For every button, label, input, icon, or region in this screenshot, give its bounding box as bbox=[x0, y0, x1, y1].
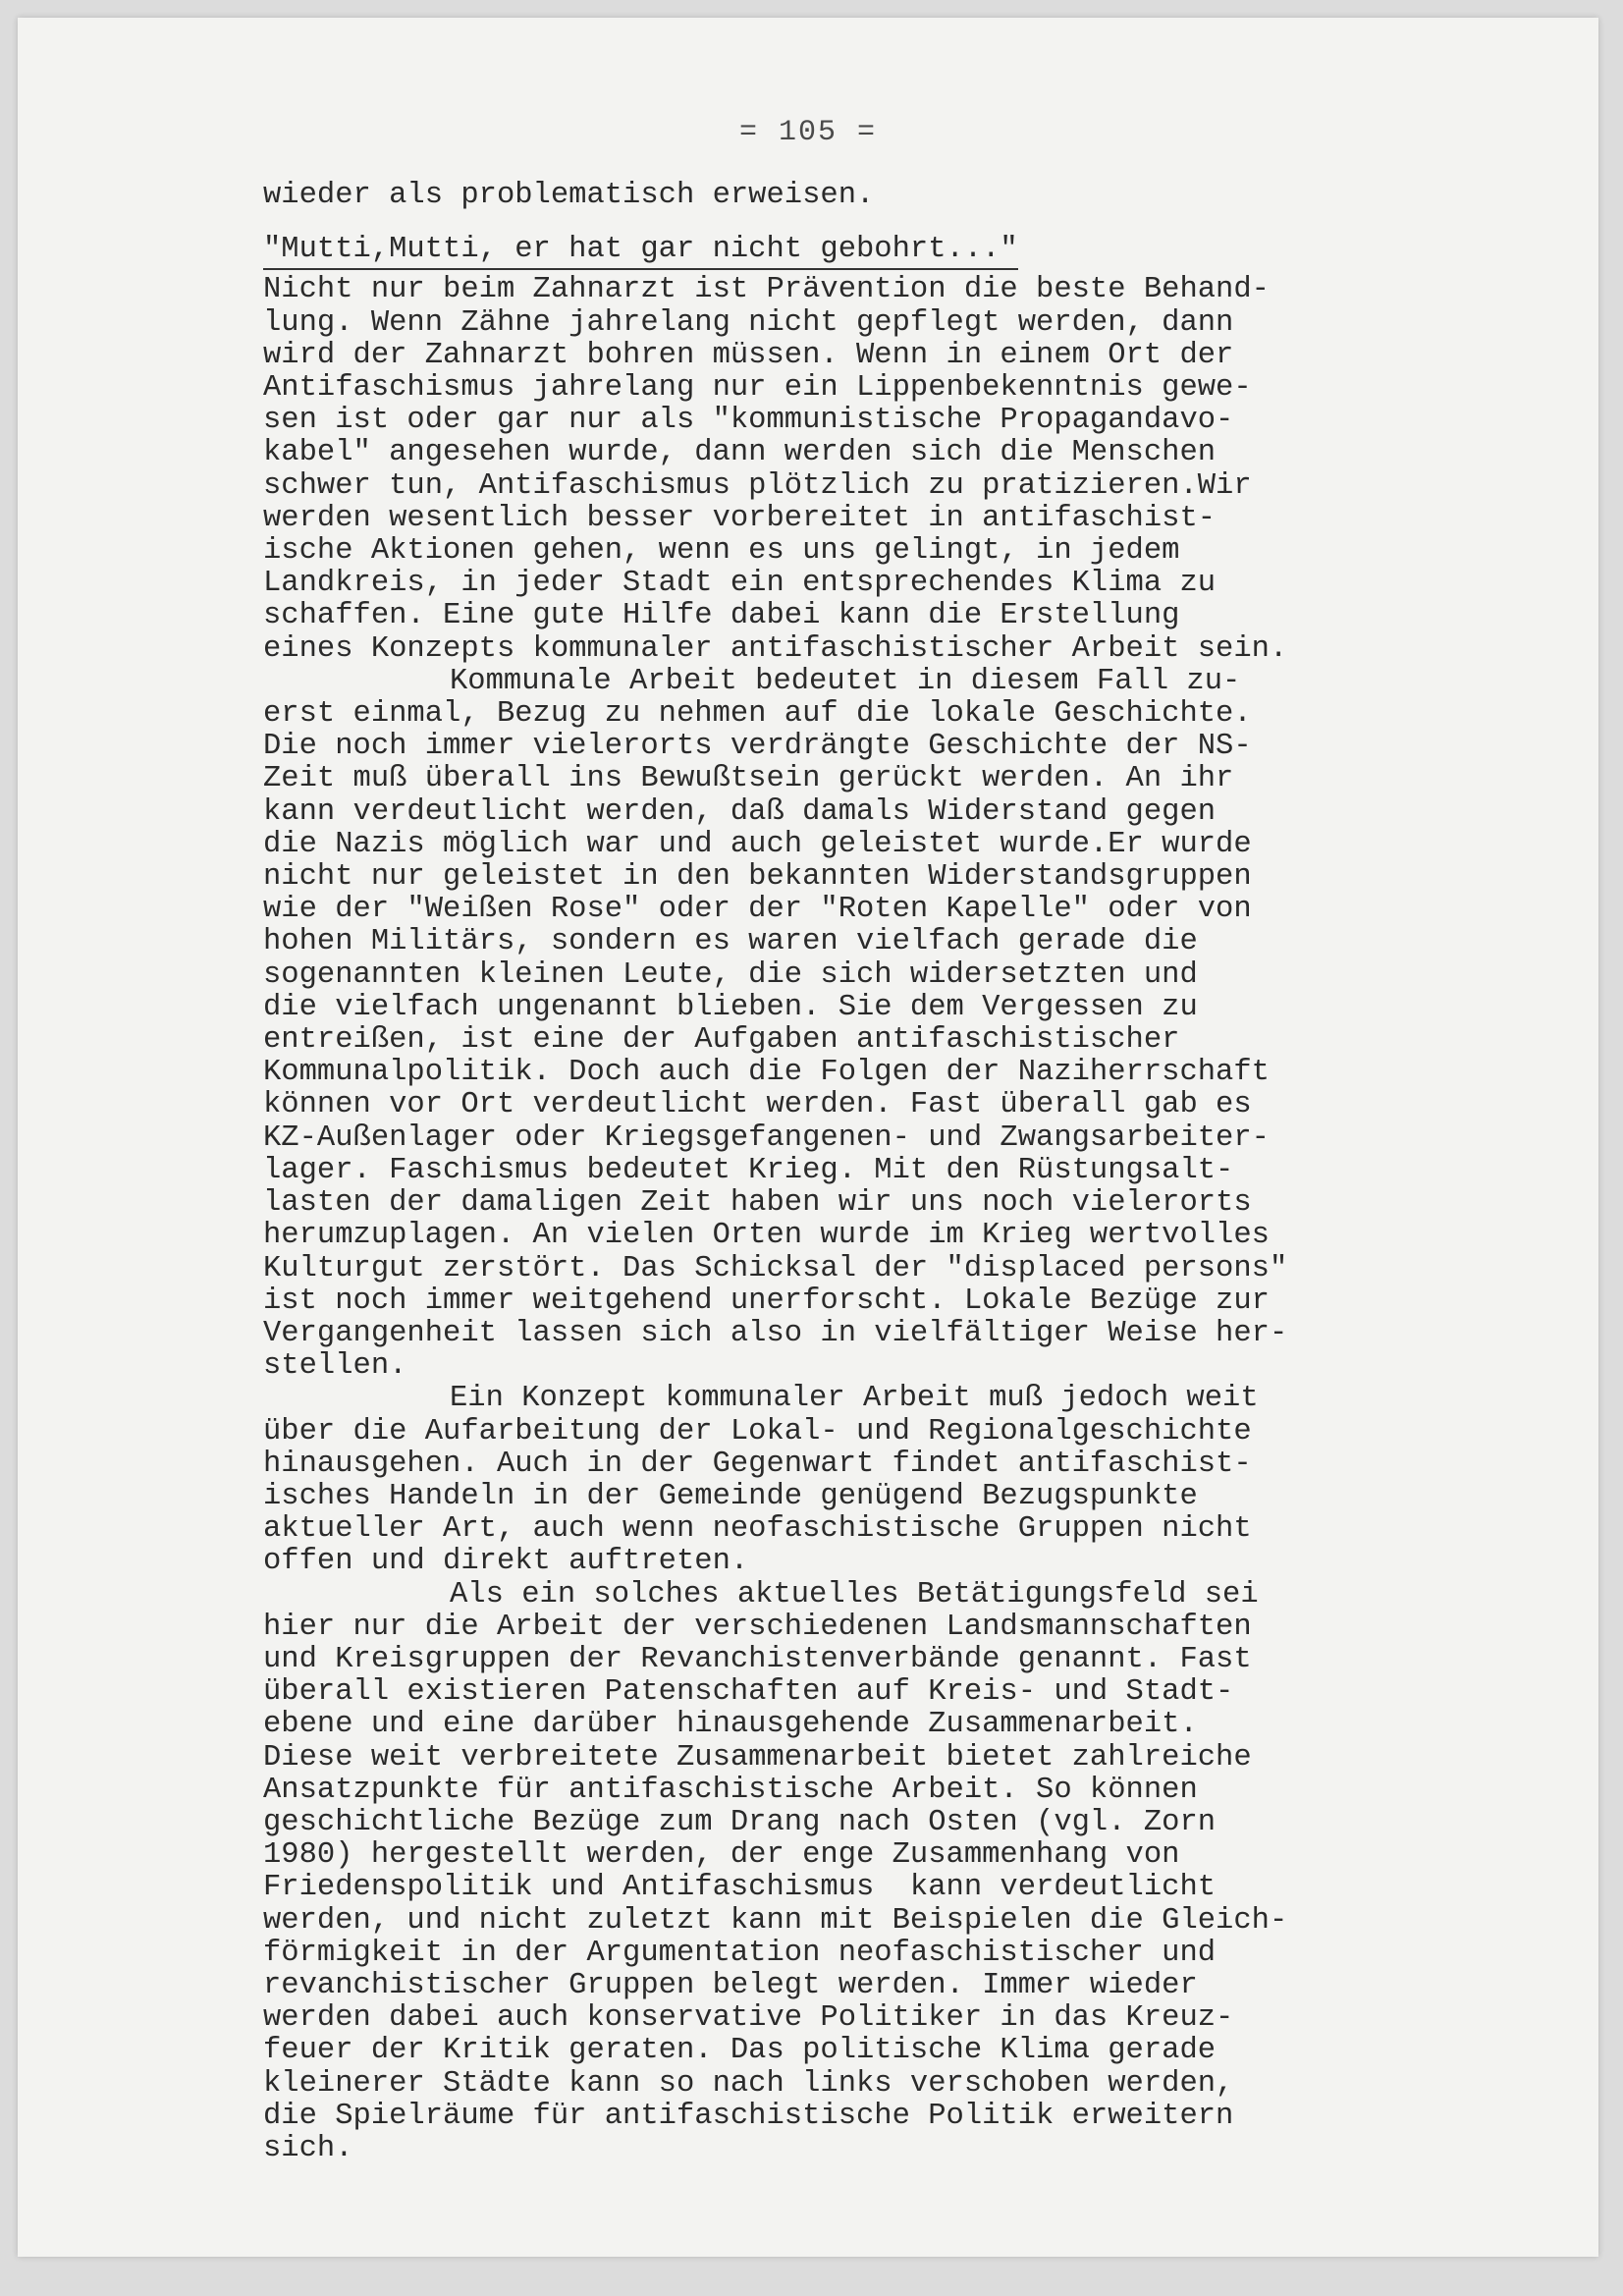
paragraph-4 bbox=[263, 1579, 1422, 2166]
text-line: offen und direkt auftreten. bbox=[263, 1545, 749, 1579]
text-line: Friedenspolitik und Antifaschismus kann verdeutlicht bbox=[263, 1871, 1217, 1905]
text-line: entreißen, ist eine der Aufgaben antifaschistischer bbox=[263, 1023, 1180, 1058]
text-line: KZ-Außenlager oder Kriegsgefangenen- und Zwangsarbeiter- bbox=[263, 1121, 1270, 1155]
text-line: hohen Militärs, sondern es waren vielfach gerade die bbox=[263, 925, 1198, 959]
text-line: wieder als problematisch erweisen. bbox=[263, 179, 875, 212]
text-line: Zeit muß überall ins Bewußtsein gerückt werden. An ihr bbox=[263, 762, 1234, 796]
text-line: geschichtliche Bezüge zum Drang nach Osten (vgl. Zorn bbox=[263, 1805, 1217, 1839]
text-line: kann verdeutlicht werden, daß damals Widerstand gegen bbox=[263, 794, 1217, 829]
text-line: die vielfach ungenannt blieben. Sie dem Vergessen zu bbox=[263, 990, 1198, 1024]
text-line: Als ein solches aktuelles Betätigungsfeld sei bbox=[450, 1577, 1259, 1612]
text-line: Ansatzpunkte für antifaschistische Arbeit. So können bbox=[263, 1773, 1198, 1807]
paragraph-3 bbox=[263, 1383, 1422, 1578]
text-line: Antifaschismus jahrelang nur ein Lippenbekenntnis gewe- bbox=[263, 371, 1252, 406]
text-line: Nicht nur beim Zahnarzt ist Prävention die beste Behand- bbox=[263, 273, 1270, 307]
text-line: kabel" angesehen wurde, dann werden sich die Menschen bbox=[263, 436, 1217, 470]
text-line: ebene und eine darüber hinausgehende Zusammenarbeit. bbox=[263, 1708, 1198, 1742]
text-line: die Nazis möglich war und auch geleistet wurde.Er wurde bbox=[263, 827, 1252, 861]
text-line: hier nur die Arbeit der verschiedenen Landsmannschaften bbox=[263, 1610, 1252, 1644]
text-line: schaffen. Eine gute Hilfe dabei kann die Erstellung bbox=[263, 599, 1180, 633]
text-line: werden dabei auch konservative Politiker in das Kreuz- bbox=[263, 2001, 1234, 2036]
text-line: Diese weit verbreitete Zusammenarbeit bietet zahlreiche bbox=[263, 1740, 1252, 1775]
text-line: sich. bbox=[263, 2131, 353, 2165]
text-line: lasten der damaligen Zeit haben wir uns noch vielerorts bbox=[263, 1186, 1252, 1221]
text-line: und Kreisgruppen der Revanchistenverbände genannt. Fast bbox=[263, 1642, 1252, 1676]
text-line: kleinerer Städte kann so nach links verschoben werden, bbox=[263, 2066, 1234, 2101]
text-line: lung. Wenn Zähne jahrelang nicht gepflegt werden, dann bbox=[263, 305, 1234, 340]
text-line: wird der Zahnarzt bohren müssen. Wenn in einem Ort der bbox=[263, 338, 1234, 372]
section-heading bbox=[263, 234, 1422, 266]
paragraph-1 bbox=[263, 274, 1422, 665]
text-line: Kommunale Arbeit bedeutet in diesem Fall zu- bbox=[450, 664, 1241, 698]
text-line: werden, und nicht zuletzt kann mit Beispielen die Gleich- bbox=[263, 1903, 1288, 1938]
page-number: = 105 = bbox=[738, 116, 878, 149]
text-line: stellen. bbox=[263, 1349, 407, 1384]
text-line: Die noch immer vielerorts verdrängte Geschichte der NS- bbox=[263, 730, 1252, 764]
text-line: eines Konzepts kommunaler antifaschistischer Arbeit sein. bbox=[263, 631, 1288, 666]
text-line: ist noch immer weitgehend unerforscht. Lokale Bezüge zur bbox=[263, 1284, 1270, 1318]
paragraph-0 bbox=[263, 180, 1422, 212]
text-line: sogenannten kleinen Leute, die sich widersetzten und bbox=[263, 957, 1198, 992]
text-line: sen ist oder gar nur als "kommunistische Propagandavo- bbox=[263, 404, 1234, 438]
document-page bbox=[18, 18, 1598, 2257]
text-line: herumzuplagen. An vielen Orten wurde im Krieg wertvolles bbox=[263, 1219, 1270, 1253]
text-line: Ein Konzept kommunaler Arbeit muß jedoch weit bbox=[450, 1382, 1259, 1416]
text-line: 1980) hergestellt werden, der enge Zusammenhang von bbox=[263, 1838, 1180, 1873]
text-line: erst einmal, Bezug zu nehmen auf die lokale Geschichte. bbox=[263, 697, 1252, 732]
text-line: förmigkeit in der Argumentation neofaschistischer und bbox=[263, 1936, 1217, 1970]
text-line: werden wesentlich besser vorbereitet in antifaschist- bbox=[263, 501, 1217, 535]
text-line: aktueller Art, auch wenn neofaschistische Gruppen nicht bbox=[263, 1512, 1252, 1547]
text-line: wie der "Weißen Rose" oder der "Roten Kapelle" oder von bbox=[263, 893, 1252, 927]
paragraphs bbox=[263, 274, 1422, 2165]
text-line: hinausgehen. Auch in der Gegenwart findet antifaschist- bbox=[263, 1447, 1252, 1481]
text-line: Kommunalpolitik. Doch auch die Folgen der Naziherrschaft bbox=[263, 1056, 1270, 1090]
text-line: über die Aufarbeitung der Lokal- und Regionalgeschichte bbox=[263, 1414, 1252, 1449]
text-line: schwer tun, Antifaschismus plötzlich zu pratizieren.Wir bbox=[263, 468, 1252, 503]
text-line: Kulturgut zerstört. Das Schicksal der "displaced persons" bbox=[263, 1251, 1288, 1285]
text-line: Landkreis, in jeder Stadt ein entsprechendes Klima zu bbox=[263, 567, 1217, 601]
text-line: überall existieren Patenschaften auf Kreis- und Stadt- bbox=[263, 1675, 1234, 1710]
section-heading-text: "Mutti,Mutti, er hat gar nicht gebohrt..." bbox=[263, 233, 1018, 270]
body-text bbox=[263, 180, 1422, 2165]
text-line: ische Aktionen gehen, wenn es uns gelingt, in jedem bbox=[263, 534, 1180, 569]
text-line: isches Handeln in der Gemeinde genügend Bezugspunkte bbox=[263, 1479, 1198, 1513]
text-line: können vor Ort verdeutlicht werden. Fast überall gab es bbox=[263, 1088, 1252, 1122]
text-line: feuer der Kritik geraten. Das politische Klima gerade bbox=[263, 2034, 1217, 2068]
paragraph-2 bbox=[263, 666, 1422, 1383]
text-line: die Spielräume für antifaschistische Politik erweitern bbox=[263, 2099, 1234, 2133]
text-line: Vergangenheit lassen sich also in vielfältiger Weise her- bbox=[263, 1316, 1288, 1350]
text-line: revanchistischer Gruppen belegt werden. Immer wieder bbox=[263, 1968, 1198, 2002]
text-line: lager. Faschismus bedeutet Krieg. Mit den Rüstungsalt- bbox=[263, 1153, 1234, 1187]
text-line: nicht nur geleistet in den bekannten Widerstandsgruppen bbox=[263, 860, 1252, 895]
